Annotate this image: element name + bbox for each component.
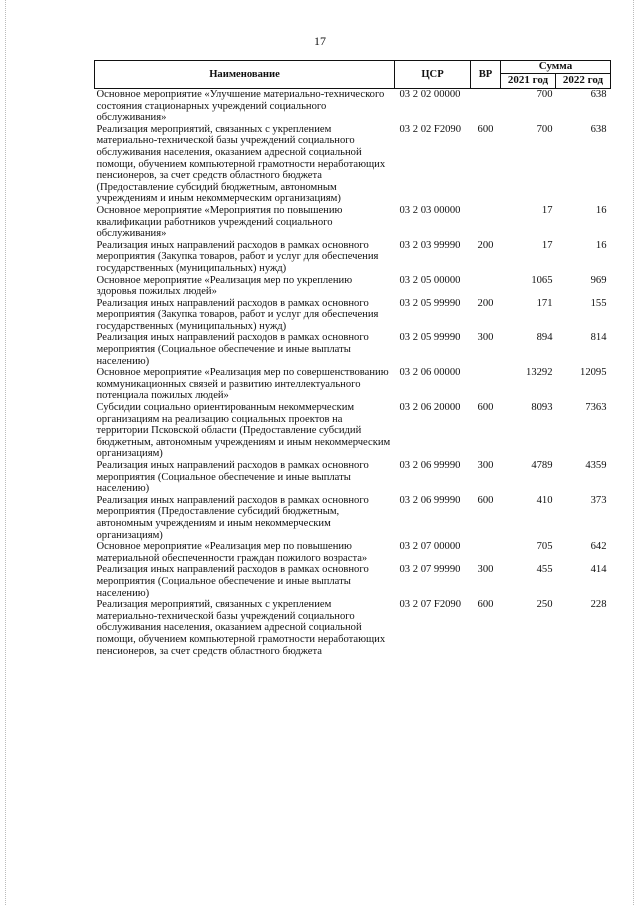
header-csr: ЦСР bbox=[395, 61, 471, 89]
right-edge-dotted-line bbox=[633, 0, 634, 905]
row-name: Реализация иных направлений расходов в рамках основного мероприятия (Предоставление субсидий бюджетным, автономным учреждениям и иным некоммерческим организациям) bbox=[96, 494, 369, 541]
table-row bbox=[95, 205, 611, 240]
row-name: Реализация иных направлений расходов в рамках основного мероприятия (Закупка товаров, работ и услуг для обеспечения государственных (муниципальных) нужд) bbox=[96, 239, 379, 274]
row-vr: 200 bbox=[477, 239, 494, 251]
row-vr bbox=[471, 205, 501, 240]
row-csr: 03 2 05 99990 bbox=[399, 297, 461, 309]
row-sum-2021: 410 bbox=[536, 494, 553, 506]
row-sum-2022: 969 bbox=[590, 274, 607, 286]
row-name: Реализация иных направлений расходов в рамках основного мероприятия (Социальное обеспечение и иные выплаты населению) bbox=[96, 460, 369, 495]
row-sum-2022: 16 bbox=[595, 204, 607, 216]
row-sum-2021: 705 bbox=[536, 541, 553, 553]
table-row bbox=[95, 298, 611, 333]
header-year-2021: 2021 год bbox=[501, 74, 556, 89]
row-csr: 03 2 03 99990 bbox=[399, 239, 461, 251]
row-csr: 03 2 07 99990 bbox=[399, 564, 461, 576]
table-row bbox=[95, 275, 611, 298]
row-vr bbox=[471, 367, 501, 402]
page-number: 17 bbox=[314, 34, 326, 48]
row-name: Реализация иных направлений расходов в рамках основного мероприятия (Закупка товаров, работ и услуг для обеспечения государственных (муниципальных) нужд) bbox=[96, 297, 379, 332]
row-vr: 300 bbox=[477, 332, 494, 344]
row-name: Основное мероприятие «Реализация мер по укреплению здоровья пожилых людей» bbox=[96, 274, 353, 298]
row-name: Основное мероприятие «Реализация мер по повышению материальной обеспеченности граждан пожилого возраста» bbox=[96, 541, 368, 564]
row-sum-2021: 455 bbox=[536, 564, 553, 576]
row-csr: 03 2 06 00000 bbox=[399, 367, 461, 379]
row-sum-2022: 638 bbox=[590, 89, 607, 100]
row-sum-2021: 894 bbox=[536, 332, 553, 344]
table-row bbox=[95, 367, 611, 402]
row-sum-2021: 13292 bbox=[526, 367, 553, 379]
table-row bbox=[95, 564, 611, 599]
row-vr: 600 bbox=[477, 599, 494, 611]
row-vr bbox=[471, 275, 501, 298]
table-row bbox=[95, 599, 611, 657]
row-sum-2022: 814 bbox=[590, 332, 607, 344]
row-sum-2021: 17 bbox=[541, 204, 553, 216]
row-sum-2021: 8093 bbox=[531, 402, 553, 414]
row-name: Основное мероприятие «Улучшение материально-технического состояния стационарных учреждений социального обслуживания» bbox=[96, 89, 385, 124]
row-vr: 200 bbox=[477, 297, 494, 309]
header-year-2022: 2022 год bbox=[556, 74, 611, 89]
row-vr: 300 bbox=[477, 564, 494, 576]
row-name: Основное мероприятие «Мероприятия по повышению квалификации работников учреждений социального обслуживания» bbox=[96, 204, 343, 240]
row-sum-2022: 16 bbox=[595, 239, 607, 251]
row-name: Субсидии социально ориентированным некоммерческим организациям на реализацию социальных проектов на территории Псковской области (Предоставление субсидий бюджетным, автономным учреждениям и иным некоммерческим организациям) bbox=[96, 402, 391, 460]
row-csr: 03 2 07 00000 bbox=[399, 541, 461, 553]
row-name: Реализация мероприятий, связанных с укреплением материально-технической базы учреждений социального обслуживания населения, оказанием адресной социальной помощи, обучением компьютерной грамотности неработающих пенсионеров, за счет средств областного бюджета bbox=[96, 599, 386, 657]
table-row bbox=[95, 89, 611, 124]
header-sum: Сумма bbox=[501, 61, 611, 74]
row-vr: 600 bbox=[477, 123, 494, 135]
row-sum-2021: 4789 bbox=[531, 460, 553, 471]
row-name: Основное мероприятие «Реализация мер по совершенствованию коммуникационных связей и развитию интеллектуального потенциала пожилых людей» bbox=[96, 367, 389, 402]
row-vr: 600 bbox=[477, 402, 494, 414]
row-sum-2022: 4359 bbox=[585, 460, 607, 471]
row-sum-2021: 700 bbox=[536, 123, 553, 135]
row-csr: 03 2 06 20000 bbox=[399, 402, 461, 414]
row-vr bbox=[471, 89, 501, 124]
table-row bbox=[95, 402, 611, 460]
row-vr: 600 bbox=[477, 494, 494, 506]
row-csr: 03 2 05 99990 bbox=[399, 332, 461, 344]
row-sum-2022: 638 bbox=[590, 123, 607, 135]
table-row bbox=[95, 460, 611, 495]
row-sum-2021: 250 bbox=[536, 599, 553, 611]
row-sum-2021: 17 bbox=[541, 239, 553, 251]
row-name: Реализация иных направлений расходов в рамках основного мероприятия (Социальное обеспечение и иные выплаты населению) bbox=[96, 332, 369, 367]
row-csr: 03 2 02 00000 bbox=[399, 89, 461, 100]
row-sum-2022: 7363 bbox=[585, 402, 607, 414]
row-sum-2022: 414 bbox=[590, 564, 607, 576]
table-row bbox=[95, 495, 611, 541]
row-sum-2021: 171 bbox=[536, 297, 553, 309]
table-body bbox=[95, 89, 611, 658]
left-edge-dotted-line bbox=[5, 0, 6, 905]
row-sum-2022: 155 bbox=[590, 297, 607, 309]
row-sum-2022: 228 bbox=[590, 599, 607, 611]
table-header bbox=[95, 61, 611, 89]
row-sum-2021: 700 bbox=[536, 89, 553, 100]
row-csr: 03 2 06 99990 bbox=[399, 460, 461, 471]
row-name: Реализация иных направлений расходов в рамках основного мероприятия (Социальное обеспечение и иные выплаты населению) bbox=[96, 564, 369, 599]
row-csr: 03 2 06 99990 bbox=[399, 494, 461, 506]
table-row bbox=[95, 240, 611, 275]
row-sum-2021: 1065 bbox=[531, 274, 553, 286]
header-vr: ВР bbox=[471, 61, 501, 89]
row-csr: 03 2 02 F2090 bbox=[399, 123, 462, 135]
row-sum-2022: 642 bbox=[590, 541, 607, 553]
budget-table bbox=[94, 60, 611, 657]
table-row bbox=[95, 332, 611, 367]
row-vr bbox=[471, 541, 501, 564]
row-csr: 03 2 03 00000 bbox=[399, 204, 461, 216]
row-csr: 03 2 05 00000 bbox=[399, 274, 461, 286]
row-csr: 03 2 07 F2090 bbox=[399, 599, 462, 611]
header-name: Наименование bbox=[95, 61, 395, 89]
table-row bbox=[95, 541, 611, 564]
row-name: Реализация мероприятий, связанных с укреплением материально-технической базы учреждений социального обслуживания населения, оказанием адресной социальной помощи, обучением компьютерной грамотности неработающих пенсионеров, за счет средств областного бюджета (Предоставление субсидий бюджетным, автономным учреждениям и иным некоммерческим организациям) bbox=[96, 123, 386, 205]
row-sum-2022: 373 bbox=[590, 494, 607, 506]
row-sum-2022: 12095 bbox=[580, 367, 607, 379]
table-row bbox=[95, 124, 611, 205]
row-vr: 300 bbox=[477, 460, 494, 471]
